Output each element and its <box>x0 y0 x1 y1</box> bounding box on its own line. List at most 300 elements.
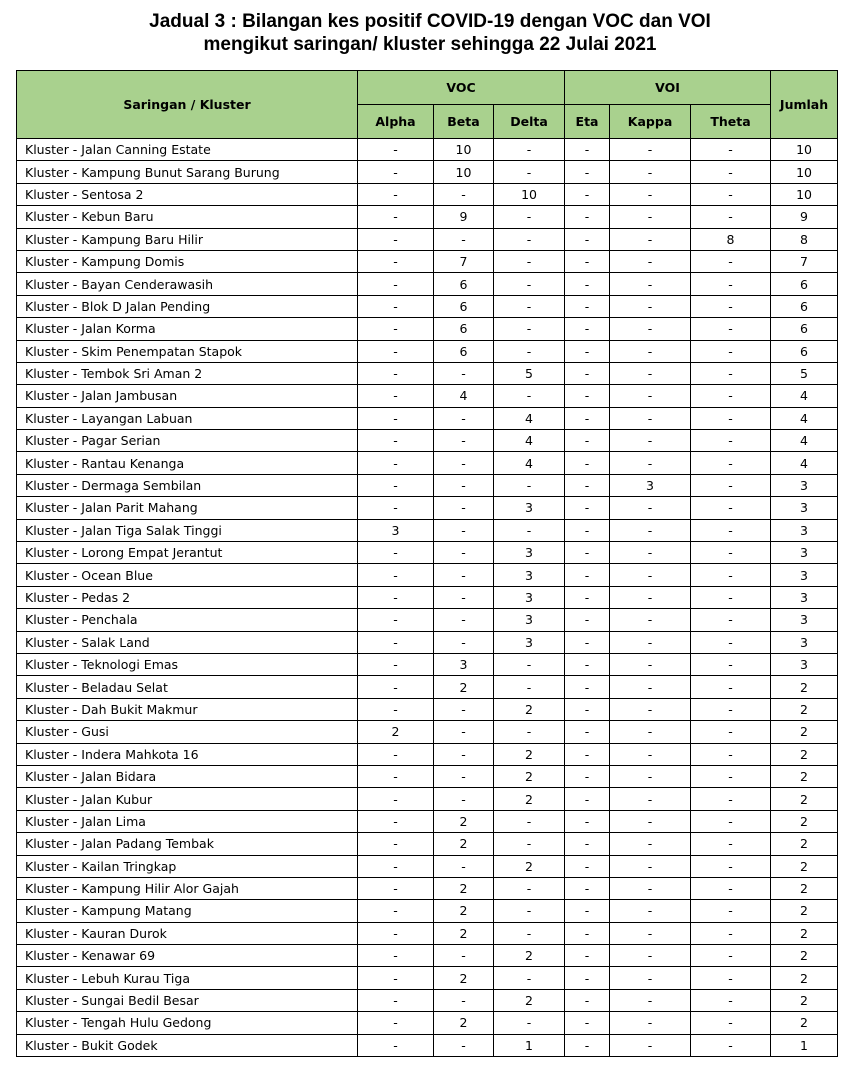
cell-theta: - <box>691 900 771 922</box>
cell-delta: 2 <box>494 743 565 765</box>
cell-alpha: - <box>358 609 434 631</box>
cell-kappa: - <box>610 273 691 295</box>
cell-delta: - <box>494 139 565 161</box>
cell-total: 10 <box>771 161 838 183</box>
cell-delta: - <box>494 967 565 989</box>
table-row <box>17 653 838 675</box>
table-row <box>17 1012 838 1034</box>
table-row <box>17 385 838 407</box>
cell-total: 2 <box>771 877 838 899</box>
cell-alpha: - <box>358 855 434 877</box>
cell-total: 10 <box>771 139 838 161</box>
cell-cluster-name: Kluster - Kampung Baru Hilir <box>17 228 358 250</box>
cell-cluster-name: Kluster - Dah Bukit Makmur <box>17 698 358 720</box>
cell-kappa: - <box>610 340 691 362</box>
cell-theta: - <box>691 206 771 228</box>
table-row <box>17 855 838 877</box>
cell-delta: 2 <box>494 788 565 810</box>
cell-total: 4 <box>771 430 838 452</box>
cell-theta: - <box>691 631 771 653</box>
table-row <box>17 206 838 228</box>
cell-theta: - <box>691 653 771 675</box>
cell-kappa: - <box>610 609 691 631</box>
header-voc: VOC <box>358 71 565 105</box>
cell-beta: 2 <box>434 833 494 855</box>
cell-theta: - <box>691 609 771 631</box>
cell-delta: - <box>494 295 565 317</box>
cell-beta: 7 <box>434 250 494 272</box>
cell-delta: 3 <box>494 542 565 564</box>
cell-cluster-name: Kluster - Pedas 2 <box>17 586 358 608</box>
cell-cluster-name: Kluster - Sentosa 2 <box>17 183 358 205</box>
cell-total: 2 <box>771 967 838 989</box>
cell-alpha: - <box>358 765 434 787</box>
cell-alpha: 2 <box>358 721 434 743</box>
header-voi: VOI <box>565 71 771 105</box>
cell-total: 2 <box>771 855 838 877</box>
cell-kappa: - <box>610 810 691 832</box>
table-row <box>17 945 838 967</box>
cell-kappa: - <box>610 542 691 564</box>
table-row <box>17 407 838 429</box>
cell-kappa: - <box>610 698 691 720</box>
cell-eta: - <box>565 542 610 564</box>
cell-kappa: - <box>610 497 691 519</box>
cell-theta: - <box>691 273 771 295</box>
cell-alpha: - <box>358 206 434 228</box>
cell-total: 2 <box>771 945 838 967</box>
cell-cluster-name: Kluster - Kebun Baru <box>17 206 358 228</box>
cell-total: 3 <box>771 542 838 564</box>
cell-cluster-name: Kluster - Lorong Empat Jerantut <box>17 542 358 564</box>
cell-cluster-name: Kluster - Teknologi Emas <box>17 653 358 675</box>
cell-beta: 10 <box>434 139 494 161</box>
cell-alpha: - <box>358 542 434 564</box>
cell-beta: 6 <box>434 295 494 317</box>
cell-cluster-name: Kluster - Jalan Tiga Salak Tinggi <box>17 519 358 541</box>
cell-kappa: - <box>610 139 691 161</box>
cell-alpha: - <box>358 362 434 384</box>
cell-beta: - <box>434 228 494 250</box>
cell-cluster-name: Kluster - Dermaga Sembilan <box>17 474 358 496</box>
cell-cluster-name: Kluster - Bayan Cenderawasih <box>17 273 358 295</box>
cell-total: 2 <box>771 833 838 855</box>
cell-kappa: - <box>610 228 691 250</box>
cell-total: 2 <box>771 900 838 922</box>
cell-eta: - <box>565 228 610 250</box>
cell-total: 4 <box>771 407 838 429</box>
cell-delta: - <box>494 519 565 541</box>
cell-delta: - <box>494 206 565 228</box>
cell-eta: - <box>565 295 610 317</box>
cell-delta: 2 <box>494 989 565 1011</box>
header-beta: Beta <box>434 105 494 139</box>
cell-eta: - <box>565 653 610 675</box>
header-alpha: Alpha <box>358 105 434 139</box>
cell-eta: - <box>565 698 610 720</box>
cell-beta: - <box>434 586 494 608</box>
table-row <box>17 250 838 272</box>
cell-kappa: - <box>610 945 691 967</box>
cell-kappa: - <box>610 430 691 452</box>
cell-cluster-name: Kluster - Gusi <box>17 721 358 743</box>
cell-kappa: - <box>610 653 691 675</box>
cell-kappa: - <box>610 877 691 899</box>
cell-alpha: - <box>358 877 434 899</box>
cell-total: 2 <box>771 698 838 720</box>
cell-alpha: - <box>358 497 434 519</box>
cell-kappa: - <box>610 967 691 989</box>
cell-delta: - <box>494 474 565 496</box>
cell-total: 2 <box>771 676 838 698</box>
cell-cluster-name: Kluster - Kampung Hilir Alor Gajah <box>17 877 358 899</box>
cell-eta: - <box>565 519 610 541</box>
cell-kappa: - <box>610 922 691 944</box>
cell-kappa: - <box>610 833 691 855</box>
table-row <box>17 586 838 608</box>
cell-eta: - <box>565 810 610 832</box>
cell-eta: - <box>565 967 610 989</box>
cell-kappa: - <box>610 721 691 743</box>
cell-eta: - <box>565 765 610 787</box>
cell-beta: - <box>434 407 494 429</box>
cell-kappa: - <box>610 631 691 653</box>
cell-total: 6 <box>771 318 838 340</box>
cell-alpha: - <box>358 788 434 810</box>
cell-beta: 2 <box>434 922 494 944</box>
cell-beta: - <box>434 497 494 519</box>
table-row <box>17 877 838 899</box>
cell-alpha: - <box>358 631 434 653</box>
cell-cluster-name: Kluster - Jalan Padang Tembak <box>17 833 358 855</box>
cell-cluster-name: Kluster - Jalan Parit Mahang <box>17 497 358 519</box>
cell-theta: - <box>691 922 771 944</box>
cell-total: 2 <box>771 721 838 743</box>
cell-beta: 2 <box>434 810 494 832</box>
cell-alpha: - <box>358 653 434 675</box>
cell-theta: - <box>691 318 771 340</box>
cell-eta: - <box>565 721 610 743</box>
cell-total: 4 <box>771 452 838 474</box>
cell-theta: - <box>691 788 771 810</box>
cell-beta: 2 <box>434 900 494 922</box>
cell-alpha: - <box>358 900 434 922</box>
cell-total: 2 <box>771 1012 838 1034</box>
table-row <box>17 183 838 205</box>
cell-total: 2 <box>771 765 838 787</box>
cell-beta: - <box>434 788 494 810</box>
cell-delta: - <box>494 877 565 899</box>
cell-theta: - <box>691 430 771 452</box>
cell-kappa: - <box>610 855 691 877</box>
cell-alpha: - <box>358 1012 434 1034</box>
cell-theta: - <box>691 989 771 1011</box>
cell-delta: - <box>494 833 565 855</box>
cell-delta: - <box>494 385 565 407</box>
cell-kappa: - <box>610 765 691 787</box>
cell-alpha: - <box>358 273 434 295</box>
cell-kappa: - <box>610 452 691 474</box>
cell-theta: - <box>691 810 771 832</box>
cell-beta: - <box>434 743 494 765</box>
cell-delta: - <box>494 810 565 832</box>
cell-eta: - <box>565 900 610 922</box>
cell-cluster-name: Kluster - Jalan Jambusan <box>17 385 358 407</box>
cell-delta: 3 <box>494 631 565 653</box>
cell-beta: - <box>434 474 494 496</box>
table-row <box>17 922 838 944</box>
cell-beta: 4 <box>434 385 494 407</box>
cell-cluster-name: Kluster - Ocean Blue <box>17 564 358 586</box>
cell-eta: - <box>565 564 610 586</box>
table-row <box>17 1034 838 1056</box>
cell-alpha: - <box>358 340 434 362</box>
table-row <box>17 295 838 317</box>
cell-alpha: - <box>358 698 434 720</box>
cell-delta: - <box>494 318 565 340</box>
cell-beta: - <box>434 183 494 205</box>
cell-theta: - <box>691 474 771 496</box>
cell-total: 6 <box>771 273 838 295</box>
cell-eta: - <box>565 922 610 944</box>
cell-beta: 2 <box>434 676 494 698</box>
cell-cluster-name: Kluster - Beladau Selat <box>17 676 358 698</box>
cell-alpha: - <box>358 676 434 698</box>
cell-beta: 6 <box>434 273 494 295</box>
cell-cluster-name: Kluster - Kenawar 69 <box>17 945 358 967</box>
cell-cluster-name: Kluster - Rantau Kenanga <box>17 452 358 474</box>
table-row <box>17 676 838 698</box>
cell-alpha: - <box>358 564 434 586</box>
cell-theta: - <box>691 877 771 899</box>
cell-beta: 3 <box>434 653 494 675</box>
cell-eta: - <box>565 676 610 698</box>
cell-kappa: 3 <box>610 474 691 496</box>
cell-delta: - <box>494 676 565 698</box>
cell-total: 3 <box>771 631 838 653</box>
table-row <box>17 788 838 810</box>
cell-delta: - <box>494 340 565 362</box>
cell-cluster-name: Kluster - Salak Land <box>17 631 358 653</box>
cell-alpha: - <box>358 810 434 832</box>
cell-cluster-name: Kluster - Kailan Tringkap <box>17 855 358 877</box>
cell-total: 8 <box>771 228 838 250</box>
table-row <box>17 519 838 541</box>
cell-delta: 2 <box>494 765 565 787</box>
cell-beta: - <box>434 721 494 743</box>
cell-eta: - <box>565 273 610 295</box>
cell-theta: - <box>691 542 771 564</box>
cell-kappa: - <box>610 206 691 228</box>
cell-cluster-name: Kluster - Sungai Bedil Besar <box>17 989 358 1011</box>
cell-beta: - <box>434 765 494 787</box>
cell-theta: - <box>691 721 771 743</box>
cell-eta: - <box>565 362 610 384</box>
cell-cluster-name: Kluster - Tengah Hulu Gedong <box>17 1012 358 1034</box>
cell-total: 3 <box>771 586 838 608</box>
header-theta: Theta <box>691 105 771 139</box>
cell-cluster-name: Kluster - Pagar Serian <box>17 430 358 452</box>
cell-delta: 3 <box>494 586 565 608</box>
cell-cluster-name: Kluster - Lebuh Kurau Tiga <box>17 967 358 989</box>
cell-alpha: - <box>358 833 434 855</box>
cell-cluster-name: Kluster - Blok D Jalan Pending <box>17 295 358 317</box>
cluster-variant-table <box>16 70 838 1057</box>
cell-delta: - <box>494 900 565 922</box>
cell-eta: - <box>565 318 610 340</box>
table-row <box>17 340 838 362</box>
table-row <box>17 139 838 161</box>
cell-eta: - <box>565 743 610 765</box>
cell-theta: - <box>691 586 771 608</box>
cell-alpha: - <box>358 452 434 474</box>
table-row <box>17 161 838 183</box>
cell-beta: 2 <box>434 967 494 989</box>
cell-total: 2 <box>771 810 838 832</box>
cell-cluster-name: Kluster - Layangan Labuan <box>17 407 358 429</box>
cell-eta: - <box>565 206 610 228</box>
header-cluster: Saringan / Kluster <box>17 71 358 139</box>
cell-alpha: - <box>358 183 434 205</box>
cell-beta: - <box>434 989 494 1011</box>
cell-kappa: - <box>610 900 691 922</box>
cell-delta: 4 <box>494 430 565 452</box>
cell-beta: - <box>434 519 494 541</box>
cell-delta: 2 <box>494 945 565 967</box>
table-row <box>17 967 838 989</box>
cell-theta: - <box>691 362 771 384</box>
cell-kappa: - <box>610 161 691 183</box>
cell-beta: - <box>434 609 494 631</box>
cell-eta: - <box>565 385 610 407</box>
cell-alpha: - <box>358 945 434 967</box>
cell-alpha: - <box>358 407 434 429</box>
table-row <box>17 542 838 564</box>
cell-theta: - <box>691 1012 771 1034</box>
cell-kappa: - <box>610 362 691 384</box>
table-row <box>17 497 838 519</box>
cell-theta: - <box>691 161 771 183</box>
title-line-2: mengikut saringan/ kluster sehingga 22 Julai 2021 <box>203 34 657 55</box>
cell-theta: - <box>691 1034 771 1056</box>
table-row <box>17 564 838 586</box>
cell-kappa: - <box>610 1012 691 1034</box>
cell-total: 3 <box>771 474 838 496</box>
cell-beta: 10 <box>434 161 494 183</box>
cell-beta: - <box>434 855 494 877</box>
cell-eta: - <box>565 139 610 161</box>
cell-theta: - <box>691 452 771 474</box>
cell-eta: - <box>565 855 610 877</box>
cell-theta: - <box>691 519 771 541</box>
cell-eta: - <box>565 609 610 631</box>
cell-kappa: - <box>610 250 691 272</box>
cell-delta: - <box>494 1012 565 1034</box>
table-row <box>17 698 838 720</box>
cell-alpha: - <box>358 1034 434 1056</box>
cell-eta: - <box>565 183 610 205</box>
cell-delta: - <box>494 161 565 183</box>
cell-theta: - <box>691 497 771 519</box>
cell-alpha: - <box>358 161 434 183</box>
cell-total: 3 <box>771 519 838 541</box>
cell-kappa: - <box>610 519 691 541</box>
cell-alpha: - <box>358 967 434 989</box>
cell-alpha: - <box>358 922 434 944</box>
header-delta: Delta <box>494 105 565 139</box>
cell-eta: - <box>565 497 610 519</box>
cell-theta: 8 <box>691 228 771 250</box>
cell-total: 6 <box>771 295 838 317</box>
cell-kappa: - <box>610 586 691 608</box>
cell-total: 3 <box>771 609 838 631</box>
table-row <box>17 228 838 250</box>
cell-cluster-name: Kluster - Bukit Godek <box>17 1034 358 1056</box>
cell-alpha: - <box>358 474 434 496</box>
cell-cluster-name: Kluster - Jalan Canning Estate <box>17 139 358 161</box>
title-line-1: Jadual 3 : Bilangan kes positif COVID-19 dengan VOC dan VOI <box>149 11 711 32</box>
cell-theta: - <box>691 385 771 407</box>
cell-beta: - <box>434 362 494 384</box>
cell-total: 1 <box>771 1034 838 1056</box>
cell-kappa: - <box>610 318 691 340</box>
cell-cluster-name: Kluster - Jalan Lima <box>17 810 358 832</box>
cell-eta: - <box>565 631 610 653</box>
cell-cluster-name: Kluster - Kampung Bunut Sarang Burung <box>17 161 358 183</box>
header-total: Jumlah <box>771 71 838 139</box>
cell-total: 3 <box>771 564 838 586</box>
cell-delta: 3 <box>494 564 565 586</box>
cell-eta: - <box>565 161 610 183</box>
table-row <box>17 743 838 765</box>
cell-theta: - <box>691 139 771 161</box>
cell-beta: - <box>434 542 494 564</box>
table-row <box>17 810 838 832</box>
cell-delta: - <box>494 653 565 675</box>
table-row <box>17 609 838 631</box>
table-row <box>17 452 838 474</box>
cell-cluster-name: Kluster - Skim Penempatan Stapok <box>17 340 358 362</box>
cell-eta: - <box>565 1012 610 1034</box>
cell-eta: - <box>565 250 610 272</box>
cell-total: 2 <box>771 922 838 944</box>
table-row <box>17 318 838 340</box>
cell-alpha: - <box>358 250 434 272</box>
header-eta: Eta <box>565 105 610 139</box>
cell-cluster-name: Kluster - Jalan Korma <box>17 318 358 340</box>
table-row <box>17 631 838 653</box>
cell-kappa: - <box>610 788 691 810</box>
cell-delta: - <box>494 228 565 250</box>
cell-eta: - <box>565 407 610 429</box>
table-row <box>17 430 838 452</box>
cell-eta: - <box>565 1034 610 1056</box>
cell-delta: 2 <box>494 855 565 877</box>
cell-beta: - <box>434 631 494 653</box>
cell-theta: - <box>691 698 771 720</box>
cell-delta: 5 <box>494 362 565 384</box>
table-row <box>17 765 838 787</box>
cell-delta: 3 <box>494 609 565 631</box>
cell-delta: 1 <box>494 1034 565 1056</box>
cell-beta: - <box>434 452 494 474</box>
cell-delta: - <box>494 721 565 743</box>
cell-eta: - <box>565 452 610 474</box>
cell-cluster-name: Kluster - Jalan Bidara <box>17 765 358 787</box>
cell-total: 4 <box>771 385 838 407</box>
cell-beta: - <box>434 945 494 967</box>
cell-alpha: - <box>358 385 434 407</box>
